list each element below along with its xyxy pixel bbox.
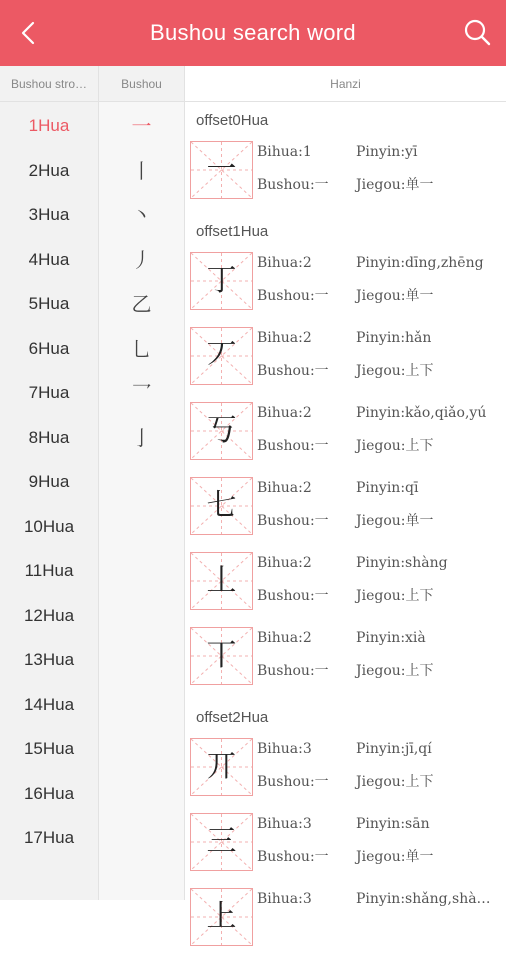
bushou-value: Bushou:一 — [257, 177, 329, 193]
practice-grid — [190, 627, 253, 685]
hanzi-card[interactable] — [185, 885, 506, 960]
stroke-count-item[interactable]: 15Hua — [23, 739, 75, 758]
radical-item[interactable]: 丨 — [131, 158, 152, 183]
jiegou-value: Jiegou:上下 — [356, 774, 434, 790]
hanzi-card[interactable] — [185, 474, 506, 549]
stroke-count-item[interactable]: 13Hua — [23, 650, 75, 669]
radical-item[interactable]: 一 — [131, 114, 152, 138]
stroke-count-item[interactable]: 8Hua — [28, 427, 70, 447]
radical-item[interactable]: 乛 — [131, 381, 152, 405]
radical-item[interactable]: 亅 — [131, 425, 152, 450]
hanzi-character: 三 — [206, 824, 237, 859]
jiegou-value: Jiegou:单一 — [356, 849, 434, 865]
hanzi-character: 丅 — [206, 638, 237, 673]
search-icon[interactable] — [462, 17, 492, 47]
hanzi-character: 丂 — [206, 413, 237, 448]
pinyin-value: Pinyin:xià — [356, 630, 426, 646]
pinyin-value: Pinyin:dīng,zhēng — [356, 255, 484, 271]
bushou-value: Bushou:一 — [257, 588, 329, 604]
radical-item[interactable]: 丿 — [131, 247, 152, 272]
pinyin-value: Pinyin:kǎo,qiǎo,yú — [356, 405, 487, 421]
pinyin-value: Pinyin:yī — [356, 144, 418, 160]
bihua-value: Bihua:3 — [257, 816, 312, 832]
stroke-count-item[interactable]: 6Hua — [28, 338, 70, 358]
pinyin-value: Pinyin:shàng — [356, 555, 448, 571]
column-header-strokes: Bushou stro… — [0, 66, 99, 102]
jiegou-value: Jiegou:单一 — [356, 177, 434, 193]
top-bar — [0, 0, 506, 66]
hanzi-character: 丄 — [206, 563, 237, 598]
stroke-count-item[interactable]: 3Hua — [28, 205, 70, 224]
stroke-count-item[interactable]: 14Hua — [23, 694, 75, 714]
hanzi-character: 丆 — [206, 338, 237, 373]
stroke-count-item[interactable]: 4Hua — [28, 249, 70, 269]
jiegou-value: Jiegou:上下 — [356, 438, 434, 454]
stroke-count-list — [0, 102, 99, 900]
bihua-value: Bihua:3 — [257, 891, 312, 907]
bushou-value: Bushou:一 — [257, 288, 329, 304]
hanzi-character: 上 — [206, 899, 237, 934]
jiegou-value: Jiegou:单一 — [356, 513, 434, 529]
hanzi-card[interactable] — [185, 735, 506, 810]
stroke-count-item[interactable]: 16Hua — [23, 783, 75, 803]
bushou-value: Bushou:一 — [257, 774, 329, 790]
bihua-value: Bihua:2 — [257, 480, 312, 496]
hanzi-character: 一 — [206, 152, 237, 187]
stroke-count-item[interactable]: 17Hua — [23, 828, 75, 847]
bushou-value: Bushou:一 — [257, 438, 329, 454]
pinyin-value: Pinyin:jī,qí — [356, 741, 432, 757]
section-header: offset0Hua — [196, 112, 269, 129]
hanzi-character: 七 — [206, 488, 237, 523]
hanzi-character: 丌 — [206, 749, 237, 784]
hanzi-card[interactable] — [185, 549, 506, 624]
hanzi-card[interactable] — [185, 810, 506, 885]
hanzi-card[interactable] — [185, 324, 506, 399]
practice-grid — [190, 888, 253, 946]
stroke-count-item[interactable]: 9Hua — [28, 472, 70, 491]
radical-item[interactable]: 乙 — [131, 292, 152, 316]
bihua-value: Bihua:2 — [257, 330, 312, 346]
stroke-count-item[interactable]: 10Hua — [23, 516, 75, 536]
bihua-value: Bihua:2 — [257, 405, 312, 421]
stroke-count-item[interactable]: 2Hua — [28, 160, 70, 180]
practice-grid — [190, 252, 253, 310]
radical-item[interactable]: 丶 — [131, 203, 152, 227]
hanzi-card[interactable] — [185, 138, 506, 213]
hanzi-card[interactable] — [185, 249, 506, 324]
stroke-count-item[interactable]: 7Hua — [28, 383, 70, 402]
stroke-count-item[interactable]: 1Hua — [28, 116, 70, 135]
practice-grid — [190, 327, 253, 385]
bihua-value: Bihua:2 — [257, 255, 312, 271]
jiegou-value: Jiegou:上下 — [356, 588, 434, 604]
radical-list — [99, 102, 185, 900]
pinyin-value: Pinyin:shǎng,shà… — [356, 891, 491, 907]
hanzi-card[interactable] — [185, 624, 506, 699]
bushou-value: Bushou:一 — [257, 849, 329, 865]
stroke-count-item[interactable]: 11Hua — [24, 561, 74, 580]
bihua-value: Bihua:1 — [257, 144, 312, 160]
jiegou-value: Jiegou:单一 — [356, 288, 434, 304]
column-header-hanzi: Hanzi — [185, 66, 506, 102]
practice-grid — [190, 552, 253, 610]
radical-item[interactable]: 乚 — [131, 336, 152, 361]
pinyin-value: Pinyin:sān — [356, 816, 430, 832]
page-title: Bushou search word — [150, 20, 356, 45]
bushou-value: Bushou:一 — [257, 513, 329, 529]
practice-grid — [190, 402, 253, 460]
practice-grid — [190, 141, 253, 199]
column-header-bushou: Bushou — [99, 66, 185, 102]
pinyin-value: Pinyin:hǎn — [356, 330, 432, 346]
practice-grid — [190, 738, 253, 796]
jiegou-value: Jiegou:上下 — [356, 363, 434, 379]
section-header: offset1Hua — [196, 223, 269, 240]
practice-grid — [190, 813, 253, 871]
pinyin-value: Pinyin:qī — [356, 480, 419, 496]
bushou-value: Bushou:一 — [257, 663, 329, 679]
hanzi-list — [185, 102, 506, 934]
practice-grid — [190, 477, 253, 535]
stroke-count-item[interactable]: 5Hua — [28, 294, 70, 313]
bihua-value: Bihua:2 — [257, 630, 312, 646]
bushou-value: Bushou:一 — [257, 363, 329, 379]
bihua-value: Bihua:3 — [257, 741, 312, 757]
jiegou-value: Jiegou:上下 — [356, 663, 434, 679]
section-header: offset2Hua — [196, 709, 269, 726]
bihua-value: Bihua:2 — [257, 555, 312, 571]
stroke-count-item[interactable]: 12Hua — [23, 605, 75, 625]
hanzi-character: 丁 — [206, 263, 237, 298]
hanzi-card[interactable] — [185, 399, 506, 474]
